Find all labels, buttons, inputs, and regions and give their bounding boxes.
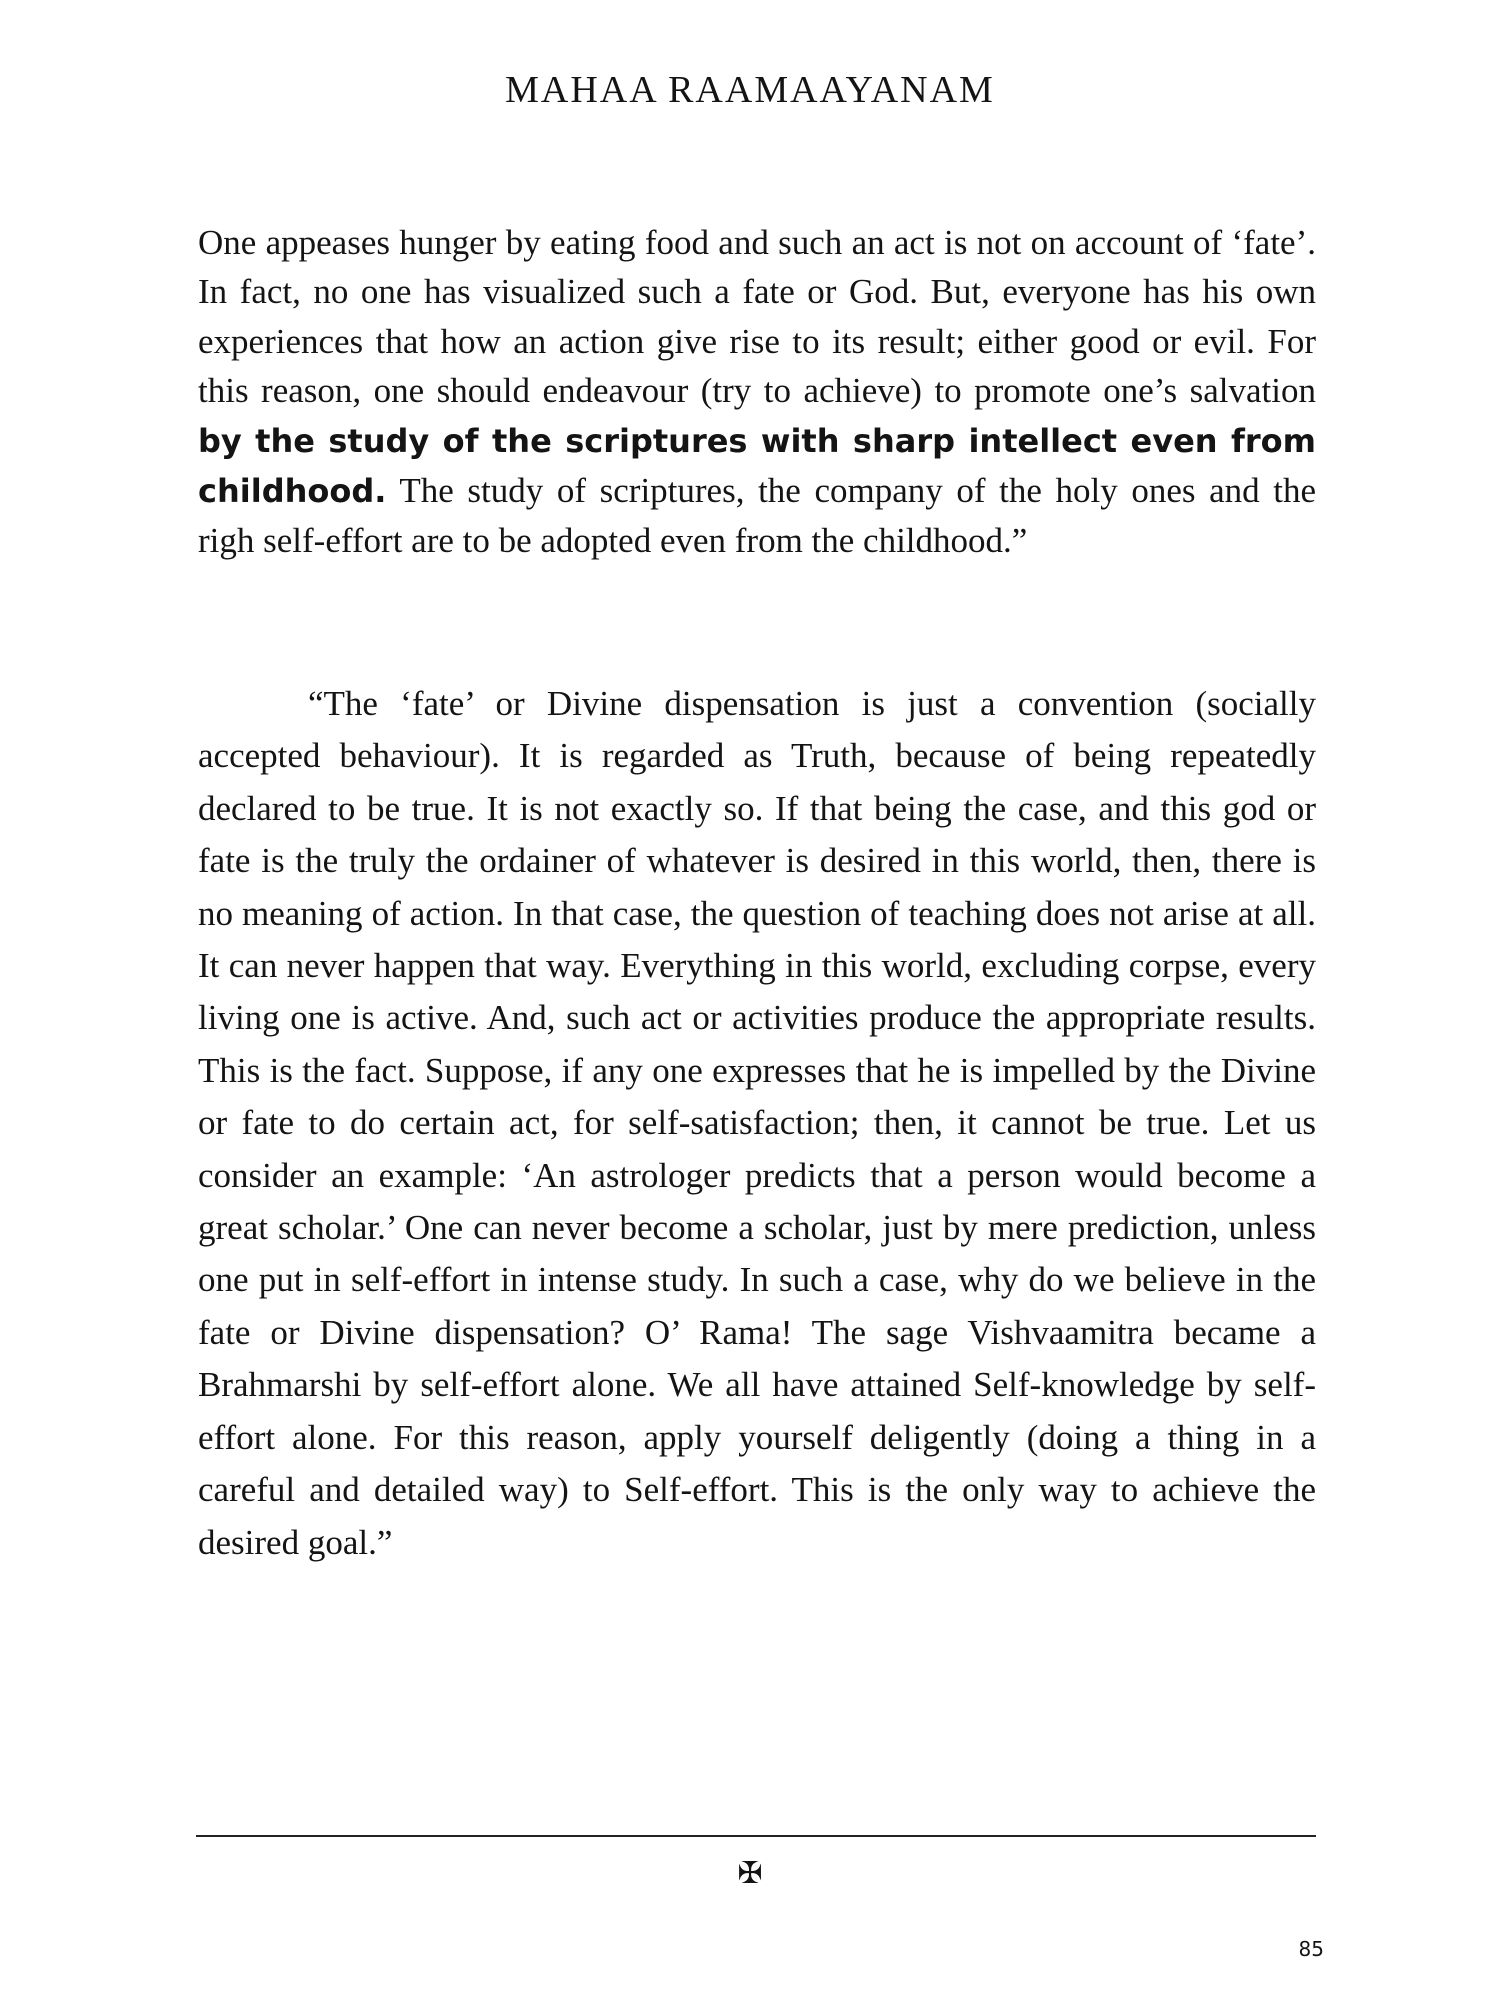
paragraph-2 — [198, 678, 1316, 1569]
section-end-rule — [196, 1835, 1316, 1837]
running-header: MAHAA RAAMAAYANAM — [505, 69, 995, 111]
paragraph-1-bold-text: by the study of the scriptures with sharp intellect even from childhood. — [198, 421, 1316, 511]
ornament-cross-icon: ✠ — [737, 1856, 763, 1891]
paragraph-1 — [198, 218, 1316, 566]
paragraph-2-text: “The ‘fate’ or Divine dispensation is just a convention (socially accepted behaviour). It is regarded as Truth, because of being repeatedly declared to be true. It is not exactly so. If that being the case, and this god or fate is the truly the ordainer of whatever is desired in this world, then, there is no meaning of action. In that case, the question of teaching does not arise at all. It can never happen that way. Everything in this world, excluding corpse, every living one is active. And, such act or activities produce the appropriate results. This is the fact. Suppose, if any one expresses that he is impelled by the Divine or fate to do certain act, for self-satisfaction; then, it cannot be true. Let us consider an example: ‘An astrologer predicts that a person would become a great scholar.’ One can never become a scholar, just by mere prediction, unless one put in self-effort in intense study. In such a case, why do we believe in the fate or Divine dispensation? O’ Rama! The sage Vishvaamitra became a Brahmarshi by self-effort alone. We all have attained Self-knowledge by self-effort alone. For this reason, apply yourself deligently (doing a thing in a careful and detailed way) to Self-effort. This is the only way to achieve the desired goal.” — [198, 684, 1316, 1562]
page-number: 85 — [1298, 1937, 1324, 1961]
paragraph-1-text-end: The study of scriptures, the company of the holy ones and the righ self-effort are to be adopted even from the childhood.” — [198, 471, 1316, 561]
paragraph-1-text: One appeases hunger by eating food and such an act is not on account of ‘fate’. In fact, no one has visualized such a fate or God. But, everyone has his own experiences that how an action give rise to its result; either good or evil. For this reason, one should endeavour (try to achieve) to promote one’s salvation — [198, 223, 1316, 411]
